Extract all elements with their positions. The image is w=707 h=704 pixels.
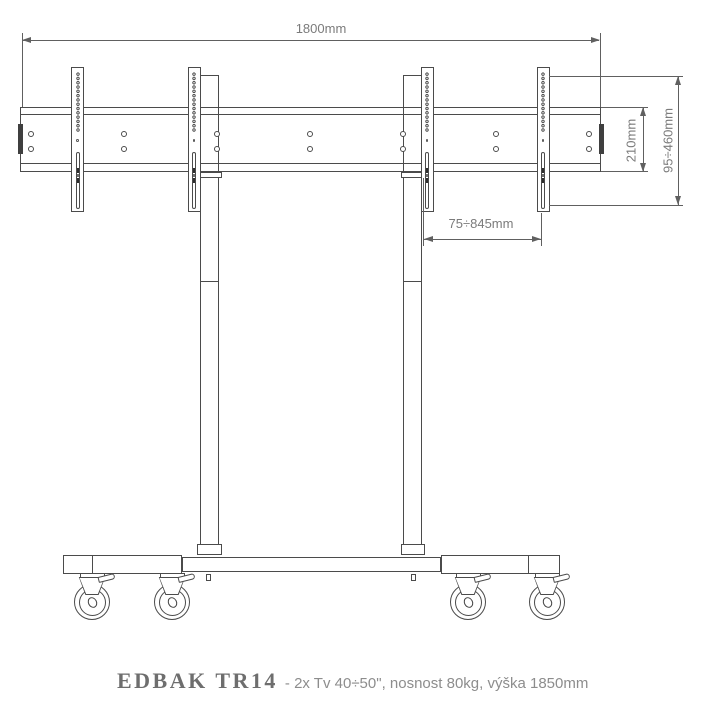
dim-arrow-icon: [424, 236, 433, 242]
caster-3: [438, 573, 498, 625]
bracket-hole: [426, 139, 429, 142]
beam-endcap-left: [18, 124, 23, 154]
extension-line-left: [22, 33, 23, 107]
base-right-block: [441, 555, 560, 574]
bracket-hole-strip: [424, 72, 430, 132]
bracket-slot: [76, 152, 80, 209]
base-bolt-right: [411, 574, 417, 581]
dim-arrow-icon: [640, 163, 646, 172]
dim-arrow-icon: [22, 37, 31, 43]
column-flange-left: [197, 172, 222, 178]
dim-line-height-range: [678, 77, 679, 205]
dim-arrow-icon: [591, 37, 600, 43]
dim-label-mount-rail: 210mm: [623, 118, 639, 163]
vesa-bracket-2: [188, 67, 201, 212]
beam-inner-top-line: [20, 114, 601, 115]
dim-arrow-icon: [675, 76, 681, 85]
vesa-bracket-1: [71, 67, 84, 212]
bracket-hole-strip: [191, 72, 197, 132]
caption: [117, 668, 588, 694]
column-right: [403, 75, 422, 555]
dim-arrow-icon: [640, 107, 646, 116]
dim-line-bracket-spacing: [424, 239, 541, 240]
column-foot-right: [401, 544, 426, 555]
bracket-slot: [541, 152, 545, 209]
base-bolt-left: [206, 574, 212, 581]
dim-arrow-icon: [675, 196, 681, 205]
beam-endcap-right: [599, 124, 604, 154]
dim-label-height-range: 95÷460mm: [660, 108, 676, 173]
extension-line-bracket4: [541, 213, 542, 246]
caster-1: [62, 573, 122, 625]
model-specs: - 2x Tv 40÷50", nosnost 80kg, výška 1850mm: [284, 675, 589, 692]
bracket-hole: [193, 139, 196, 142]
base-seam-right: [528, 555, 529, 574]
model-name: EDBAK TR14: [117, 668, 278, 693]
bracket-hole: [542, 139, 545, 142]
beam-inner-bottom-line: [20, 163, 601, 164]
caster-4: [517, 573, 577, 625]
bracket-hole-strip: [75, 72, 81, 132]
base-center-bar: [182, 557, 441, 572]
dim-arrow-icon: [532, 236, 541, 242]
extension-line-top: [549, 76, 683, 77]
column-foot-left: [197, 544, 222, 555]
bracket-slot: [425, 152, 429, 209]
caster-2: [142, 573, 202, 625]
extension-line-right: [600, 33, 601, 107]
base-seam-left: [92, 555, 93, 574]
bracket-slot: [192, 152, 196, 209]
dim-line-total-width: [23, 40, 599, 41]
extension-line-bottom: [549, 205, 683, 206]
column-joint-left: [201, 281, 218, 282]
dim-label-bracket-spacing: 75÷845mm: [448, 216, 514, 231]
bracket-hole-strip: [540, 72, 546, 132]
column-joint-right: [404, 281, 421, 282]
vesa-bracket-4: [537, 67, 550, 212]
bracket-hole: [76, 139, 79, 142]
dim-label-total-width: 1800mm: [295, 21, 347, 36]
base-left-block: [63, 555, 182, 574]
